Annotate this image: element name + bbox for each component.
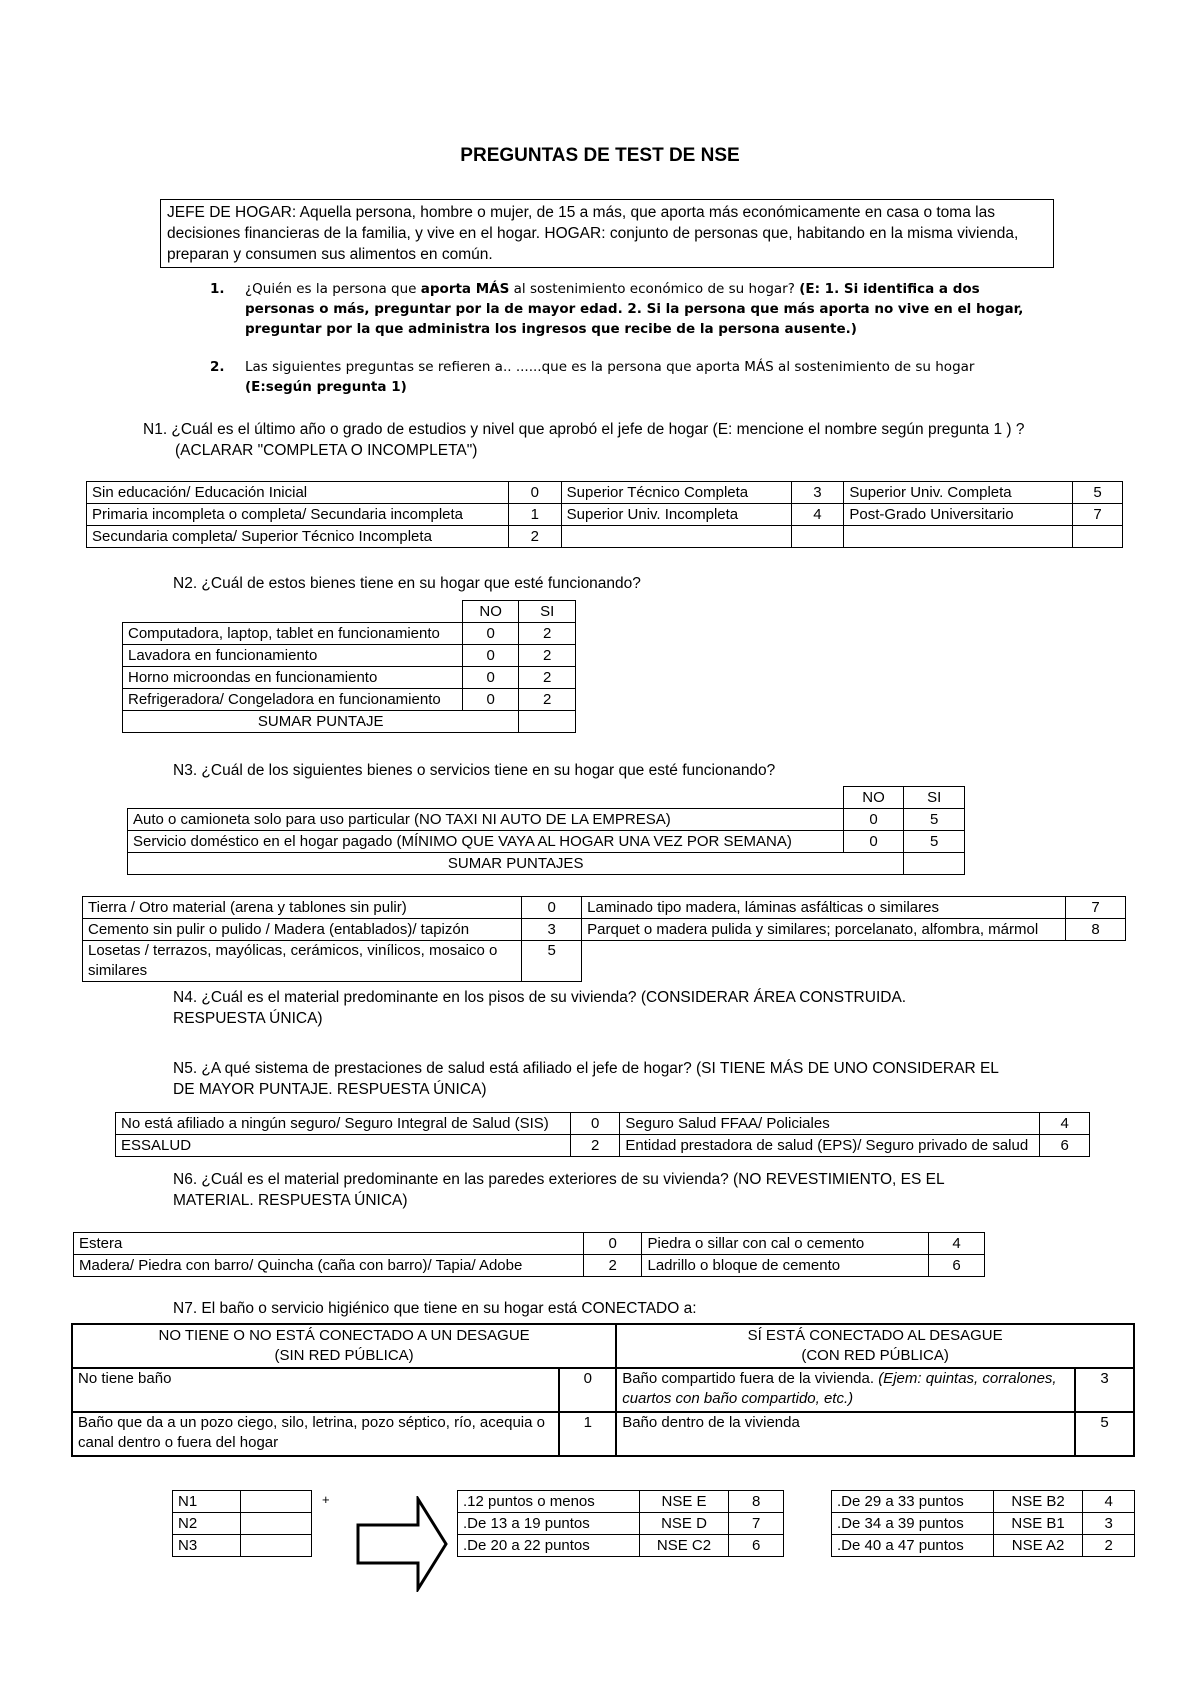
n7-option-example: (Ejem: quintas, corralones, cuartos con baño compartido, etc.) (622, 1370, 1057, 1407)
table-row (123, 645, 576, 667)
n7-header-right-line2: (CON RED PÚBLICA) (801, 1347, 949, 1364)
n1-option-label: Sin educación/ Educación Inicial (87, 482, 509, 504)
nse-rank: 7 (729, 1513, 784, 1535)
n5-option-label: Entidad prestadora de salud (EPS)/ Seguro privado de salud (620, 1135, 1040, 1157)
n7-header-right-line1: SÍ ESTÁ CONECTADO AL DESAGUE (747, 1327, 1003, 1344)
table-row (458, 1513, 784, 1535)
table-row (832, 1535, 1135, 1557)
n6-question: N6. ¿Cuál es el material predominante en las paredes exteriores de su vivienda? (NO REVESTIMIENTO, ES EL MATERIAL. RESPUESTA ÚNICA) (173, 1171, 945, 1209)
n4-option-label: Tierra / Otro material (arena y tablones sin pulir) (83, 897, 522, 919)
question-1-instruction: (E: 1. Si identifica a dos personas o más, preguntar por la de mayor edad. 2. Si la persona que más aporta no vive en el hogar, preguntar por la que administra los ingresos que recibe de la persona ausente.) (245, 281, 1024, 337)
table-row (123, 689, 576, 711)
nse-range: .De 29 a 33 puntos (832, 1491, 994, 1513)
n2-no-points: 0 (462, 667, 519, 689)
n2-question: N2. ¿Cuál de estos bienes tiene en su hogar que esté funcionando? (173, 575, 641, 592)
n2-sum-value[interactable] (519, 711, 576, 733)
nse-range: .De 34 a 39 puntos (832, 1513, 994, 1535)
table-row (128, 809, 965, 831)
n3-no-points: 0 (843, 809, 904, 831)
n7-table (71, 1323, 1135, 1457)
n7-option-text: Baño compartido fuera de la vivienda. (622, 1370, 879, 1387)
nse-rank: 8 (729, 1491, 784, 1513)
n3-item-label: Servicio doméstico en el hogar pagado (MÍNIMO QUE VAYA AL HOGAR UNA VEZ POR SEMANA) (128, 831, 844, 853)
n3-si-points: 5 (904, 809, 965, 831)
n7-option-label (616, 1368, 1075, 1412)
n1-option-points: 4 (791, 504, 844, 526)
n1-empty-cell (844, 526, 1073, 548)
table-row (87, 526, 1123, 548)
score-label: N2 (173, 1513, 241, 1535)
n1-option-points: 1 (508, 504, 561, 526)
score-input[interactable] (240, 1513, 311, 1535)
nse-level: NSE C2 (639, 1535, 729, 1557)
nse-level: NSE B2 (993, 1491, 1083, 1513)
n7-option-label: No tiene baño (72, 1368, 559, 1412)
nse-levels-left-table (457, 1490, 784, 1557)
n1-option-points: 0 (508, 482, 561, 504)
n1-option-label: Secundaria completa/ Superior Técnico Incompleta (87, 526, 509, 548)
n2-item-label: Refrigeradora/ Congeladora en funcionamiento (123, 689, 463, 711)
score-input[interactable] (240, 1535, 311, 1557)
table-row (83, 919, 1126, 941)
nse-levels-right-table (831, 1490, 1135, 1557)
table-row (173, 1491, 312, 1513)
n7-option-points: 1 (559, 1412, 616, 1456)
n3-header-spacer (128, 787, 844, 809)
n2-table (122, 600, 576, 733)
n2-col-no: NO (462, 601, 519, 623)
n7-option-points: 0 (559, 1368, 616, 1412)
table-row (128, 853, 965, 875)
n1-empty-cell (1073, 526, 1123, 548)
n2-si-points: 2 (519, 623, 576, 645)
n1-empty-cell (791, 526, 844, 548)
table-row (832, 1491, 1135, 1513)
n5-table (115, 1112, 1090, 1157)
table-row (173, 1513, 312, 1535)
question-2-note: (E:según pregunta 1) (245, 379, 407, 395)
n2-sum-label: SUMAR PUNTAJE (123, 711, 519, 733)
n4-option-label: Parquet o madera pulida y similares; porcelanato, alfombra, mármol (582, 919, 1066, 941)
n5-question: N5. ¿A qué sistema de prestaciones de salud está afiliado el jefe de hogar? (SI TIENE MÁS DE UNO CONSIDERAR EL DE MAYOR PUNTAJE. RESPUESTA ÚNICA) (173, 1060, 999, 1098)
n2-no-points: 0 (462, 645, 519, 667)
n2-item-label: Computadora, laptop, tablet en funcionamiento (123, 623, 463, 645)
table-row (123, 667, 576, 689)
n2-item-label: Lavadora en funcionamiento (123, 645, 463, 667)
n2-no-points: 0 (462, 689, 519, 711)
n5-option-points: 2 (570, 1135, 620, 1157)
table-row (173, 1535, 312, 1557)
n1-option-label: Superior Univ. Completa (844, 482, 1073, 504)
n3-no-points: 0 (843, 831, 904, 853)
n2-no-points: 0 (462, 623, 519, 645)
table-row (458, 1491, 784, 1513)
n4-option-label: Cemento sin pulir o pulido / Madera (entablados)/ tapizón (83, 919, 522, 941)
plus-sign: + (322, 1492, 330, 1507)
score-totals-table (172, 1490, 312, 1557)
n2-item-label: Horno microondas en funcionamiento (123, 667, 463, 689)
n4-table (82, 896, 1126, 982)
n7-option-points: 5 (1075, 1412, 1134, 1456)
n5-option-points: 4 (1040, 1113, 1090, 1135)
question-1-text-b: aporta MÁS (420, 281, 510, 297)
nse-range: .12 puntos o menos (458, 1491, 640, 1513)
n1-option-points: 7 (1073, 504, 1123, 526)
n1-note: (ACLARAR "COMPLETA O INCOMPLETA") (175, 442, 478, 459)
table-row (72, 1368, 1134, 1412)
question-2-text: Las siguientes preguntas se refieren a.. ......que es la persona que aporta MÁS al sostenimiento de su hogar (245, 359, 975, 375)
n6-option-label: Piedra o sillar con cal o cemento (642, 1233, 929, 1255)
table-row (832, 1513, 1135, 1535)
n1-empty-cell (561, 526, 791, 548)
n1-option-label: Superior Técnico Completa (561, 482, 791, 504)
question-2 (210, 357, 1040, 397)
table-row (74, 1255, 985, 1277)
n4-empty-cell (1066, 941, 1126, 982)
n1-question: N1. ¿Cuál es el último año o grado de estudios y nivel que aprobó el jefe de hogar (E: mencione el nombre según pregunta 1 ) ? (143, 421, 1025, 438)
n3-sum-label: SUMAR PUNTAJES (128, 853, 904, 875)
table-row (116, 1135, 1090, 1157)
n6-option-points: 2 (583, 1255, 642, 1277)
n7-header-left (72, 1324, 616, 1368)
n3-question: N3. ¿Cuál de los siguientes bienes o servicios tiene en su hogar que esté funcionando? (173, 762, 776, 779)
n6-option-label: Estera (74, 1233, 584, 1255)
table-row (123, 711, 576, 733)
n1-option-label: Post-Grado Universitario (844, 504, 1073, 526)
n3-item-label: Auto o camioneta solo para uso particular (NO TAXI NI AUTO DE LA EMPRESA) (128, 809, 844, 831)
n7-header-left-line1: NO TIENE O NO ESTÁ CONECTADO A UN DESAGUE (158, 1327, 530, 1344)
n2-si-points: 2 (519, 667, 576, 689)
n1-option-points: 2 (508, 526, 561, 548)
table-row (87, 504, 1123, 526)
n7-option-points: 3 (1075, 1368, 1134, 1412)
nse-rank: 6 (729, 1535, 784, 1557)
n2-si-points: 2 (519, 645, 576, 667)
n1-table (86, 481, 1123, 548)
n5-option-label: No está afiliado a ningún seguro/ Seguro Integral de Salud (SIS) (116, 1113, 571, 1135)
n6-option-points: 4 (929, 1233, 985, 1255)
n7-option-label: Baño que da a un pozo ciego, silo, letrina, pozo séptico, río, acequia o canal dentro o fuera del hogar (72, 1412, 559, 1456)
n7-header-left-line2: (SIN RED PÚBLICA) (274, 1347, 414, 1364)
n1-option-points: 3 (791, 482, 844, 504)
n3-table (127, 786, 965, 875)
n4-option-points: 7 (1066, 897, 1126, 919)
table-row (83, 897, 1126, 919)
nse-rank: 3 (1083, 1513, 1135, 1535)
question-1-text-a: ¿Quién es la persona que (245, 281, 421, 297)
score-input[interactable] (240, 1491, 311, 1513)
n3-si-points: 5 (904, 831, 965, 853)
n4-option-label: Losetas / terrazos, mayólicas, cerámicos, vinílicos, mosaico o similares (83, 941, 522, 982)
n5-option-points: 0 (570, 1113, 620, 1135)
definition-box: JEFE DE HOGAR: Aquella persona, hombre o mujer, de 15 a más, que aporta más económicamente en casa o toma las decisiones financieras de la familia, y vive en el hogar. HOGAR: conjunto de personas que, habitando en la misma vivienda, preparan y consumen sus alimentos en común. (160, 199, 1054, 268)
nse-range: .De 40 a 47 puntos (832, 1535, 994, 1557)
n4-question: N4. ¿Cuál es el material predominante en los pisos de su vivienda? (CONSIDERAR ÁREA CONSTRUIDA. RESPUESTA ÚNICA) (173, 989, 907, 1027)
table-row (74, 1233, 985, 1255)
table-row (123, 623, 576, 645)
n4-option-points: 5 (522, 941, 582, 982)
question-1 (210, 279, 1040, 339)
question-2-number: 2. (210, 359, 225, 375)
n3-sum-value[interactable] (904, 853, 965, 875)
nse-range: .De 20 a 22 puntos (458, 1535, 640, 1557)
page-title: PREGUNTAS DE TEST DE NSE (460, 145, 740, 166)
nse-level: NSE A2 (993, 1535, 1083, 1557)
n5-option-label: Seguro Salud FFAA/ Policiales (620, 1113, 1040, 1135)
n6-option-label: Madera/ Piedra con barro/ Quincha (caña con barro)/ Tapia/ Adobe (74, 1255, 584, 1277)
table-row (72, 1412, 1134, 1456)
table-row (128, 831, 965, 853)
nse-level: NSE E (639, 1491, 729, 1513)
table-row (458, 1535, 784, 1557)
n4-option-points: 8 (1066, 919, 1126, 941)
n2-col-si: SI (519, 601, 576, 623)
n4-empty-cell (582, 941, 1066, 982)
question-1-number: 1. (210, 281, 225, 297)
score-label: N3 (173, 1535, 241, 1557)
arrow-right-icon (355, 1496, 450, 1592)
nse-rank: 4 (1083, 1491, 1135, 1513)
nse-level: NSE B1 (993, 1513, 1083, 1535)
n2-header-spacer (123, 601, 463, 623)
score-label: N1 (173, 1491, 241, 1513)
n3-col-si: SI (904, 787, 965, 809)
n5-option-label: ESSALUD (116, 1135, 571, 1157)
n4-option-points: 0 (522, 897, 582, 919)
table-row (116, 1113, 1090, 1135)
table-row (83, 941, 1126, 982)
n7-option-label: Baño dentro de la vivienda (616, 1412, 1075, 1456)
nse-range: .De 13 a 19 puntos (458, 1513, 640, 1535)
n7-question: N7. El baño o servicio higiénico que tiene en su hogar está CONECTADO a: (173, 1300, 697, 1317)
n3-col-no: NO (843, 787, 904, 809)
n6-option-points: 0 (583, 1233, 642, 1255)
nse-level: NSE D (639, 1513, 729, 1535)
n1-option-label: Primaria incompleta o completa/ Secundaria incompleta (87, 504, 509, 526)
n6-option-label: Ladrillo o bloque de cemento (642, 1255, 929, 1277)
question-1-text-c: al sostenimiento económico de su hogar? (509, 281, 800, 297)
n2-si-points: 2 (519, 689, 576, 711)
n5-option-points: 6 (1040, 1135, 1090, 1157)
n4-option-label: Laminado tipo madera, láminas asfálticas o similares (582, 897, 1066, 919)
table-row (87, 482, 1123, 504)
n4-option-points: 3 (522, 919, 582, 941)
nse-rank: 2 (1083, 1535, 1135, 1557)
n6-option-points: 6 (929, 1255, 985, 1277)
n7-header-right (616, 1324, 1134, 1368)
n1-option-points: 5 (1073, 482, 1123, 504)
n1-option-label: Superior Univ. Incompleta (561, 504, 791, 526)
n6-table (73, 1232, 985, 1277)
